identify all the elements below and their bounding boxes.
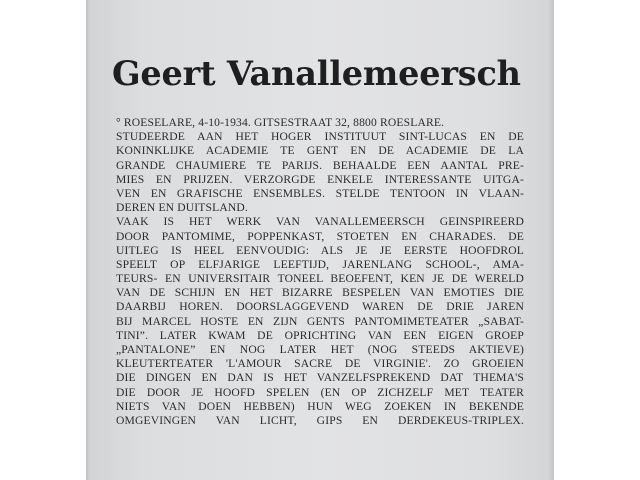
text-line: TINI”. LATER KWAM DE OPRICHTING VAN EEN EIGEN GROEP [116, 328, 524, 342]
paper-sheet [86, 0, 554, 480]
text-line: DEREN EN DUITSLAND. [116, 201, 248, 215]
text-line: DIE DINGEN EN DAN IS HET VANZELFSPREKEND DAT THEMA'S [116, 371, 524, 385]
text-line: BIJ MARCEL HOSTE EN ZIJN GENTS PANTOMIMETEATER „SABAT- [116, 314, 524, 328]
paper-right-shadow [548, 0, 554, 480]
text-line: KLEUTERTEATER 'L'AMOUR SACRE DE VIRGINIE'. ZO GROEIEN [116, 357, 524, 371]
text-line: DOOR PANTOMIME, POPPENKAST, STOETEN EN CHARADES. DE [116, 229, 524, 243]
text-line: VAN DE SCHIJN EN HET BIZARRE BESPELEN VAN EMOTIES DIE [116, 286, 524, 300]
text-line: STUDEERDE AAN HET HOGER INSTITUUT SINT-LUCAS EN DE [116, 130, 524, 144]
text-line: KONINKLIJKE ACADEMIE TE GENT EN DE ACADEMIE DE LA [116, 144, 524, 158]
biography-text [116, 116, 524, 428]
text-line: VEN EN GRAFISCHE ENSEMBLES. STELDE TENTOON IN VLAAN- [116, 186, 524, 200]
page-title: Geert Vanallemeersch [112, 54, 521, 93]
text-line: MIES EN PRIJZEN. VERZORGDE ENKELE INTERESSANTE UITGA- [116, 172, 524, 186]
text-line: VAAK IS HET WERK VAN VANALLEMEERSCH GEINSPIREERD [116, 215, 524, 229]
paper-left-shadow [86, 0, 90, 480]
text-line: GRANDE CHAUMIERE TE PARIJS. BEHAALDE EEN AANTAL PRE- [116, 158, 524, 172]
text-line: OMGEVINGEN VAN LICHT, GIPS EN DERDEKEUS-TRIPLEX. [116, 413, 524, 427]
text-line: ° ROESELARE, 4-10-1934. GITSESTRAAT 32, 8800 ROESLARE. [116, 116, 445, 129]
text-line: NIETS VAN DOEN HEBBEN) HUN WEG ZOEKEN IN BEKENDE [116, 399, 524, 413]
text-line: DAARBIJ HOREN. DOORSLAGGEVEND WAREN DE DRIE JAREN [116, 300, 524, 314]
text-line: UITLEG IS HEEL EENVOUDIG: ALS JE JE EERSTE HOOFDROL [116, 243, 524, 257]
text-line: DIE DOOR JE HOOFD SPELEN (EN OP ZICHZELF MET TEATER [116, 385, 524, 399]
text-line: „PANTALONE” EN NOG LATER HET (NOG STEEDS AKTIEVE) [116, 343, 524, 356]
text-line: TEURS- EN UNIVERSITAIR TONEEL BEOEFENT, KEN JE DE WERELD [116, 272, 524, 286]
text-line: SPEELT OP ELFJARIGE LEEFTIJD, JARENLANG SCHOOL-, AMA- [116, 257, 524, 271]
